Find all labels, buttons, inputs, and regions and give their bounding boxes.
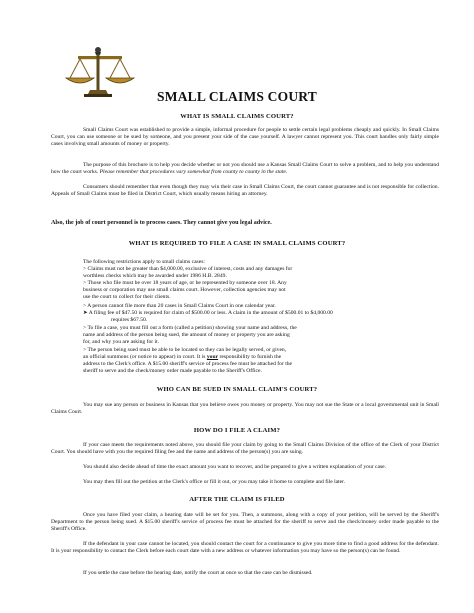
paragraph-amount: You should also decide ahead of time the exact amount you want to recover, and be prepared to give a written explanation of your case.	[83, 464, 387, 470]
req-line: use the court to collect for their clients.	[83, 294, 171, 300]
paragraph-who-can-be-sued: You may sue any person or business in Kansas that you believe owes you money or property. You may not sue the State or a local governmental unit in Small Claims Court.	[51, 402, 439, 416]
req-line: worthless checks which may be awarded under 1986 H.B. 2849.	[83, 273, 227, 279]
paragraph-hearing: Once you have filed your claim, a hearing date will be set for you. Then, a summons, along with a copy of your petition, will be served by the Sheriff's Department to the person being sued. A $15.00 sheriff's service of process fee must be attached for the sheriff to serve and the check/money order made payable to the Sheriff's Office.	[51, 512, 439, 533]
section-heading-after-filed: AFTER THE CLAIM IS FILED	[189, 496, 285, 503]
req-line: business or corporation may use small claims court. However, collection agencies may not	[83, 287, 286, 293]
req-line-filing-fee: ➤ A filing fee of $47.50 is required for claim of $500.00 or less. A claim in the amount of $500.01 to $4,000.00	[83, 310, 333, 316]
emphasis-your: your	[206, 354, 219, 360]
section-heading-how-to-file: HOW DO I FILE A CLAIM?	[193, 427, 281, 434]
req-line-responsibility: an official summons (or notice to appear) in court. It is your responsibility to furnish the	[83, 354, 282, 360]
paragraph-defendant: If the defendant in your case cannot be located, you should contact the court for a continuance to give you more time to find a good address for the defendant. It is your responsibility to contact the Clerk before each court date with a new address or whatever information you may have so the person(s) can be found.	[51, 541, 439, 555]
paragraph-file-claim: If your case meets the requirements noted above, you should file your claim by going to the Small Claims Division of the office of the Clerk of your District Court. You should have with you the required filing fee and the name and address of the person(s) you are suing.	[51, 442, 439, 456]
paragraph-purpose: The purpose of this brochure is to help you decide whether or not you should use a Kansas Small Claims Court to solve a problem, and to help you understand how the court works. Please remember that procedures vary somewhat from county to county in the state.	[51, 162, 439, 176]
paragraph-collection: Consumers should remember that even though they may win their case in Small Claims Court, the court cannot guarantee and is not responsible for collection. Appeals of Small Claims must be filed in District Court, which usually means hiring an attorney.	[51, 184, 439, 198]
paragraph-petition: You may then fill out the petition at the Clerk's office or fill it out, or you may take it home to complete and file later.	[83, 479, 346, 485]
section-heading-requirements: WHAT IS REQUIRED TO FILE A CASE IN SMALL CLAIMS COURT?	[128, 240, 346, 247]
legal-advice-notice: Also, the job of court personnel is to process cases. They cannot give you legal advice.	[51, 220, 272, 226]
req-line: address to the Clerk's office. A $15.00 sheriff's service of process fee must be attached for the	[83, 361, 293, 367]
req-line: for, and why you are asking for it.	[83, 339, 160, 345]
req-line: sheriff to serve and the check/money order made payable to the Sheriff's Office.	[83, 368, 262, 374]
italic-note: Please remember that procedures vary somewhat from county to county in the state.	[99, 169, 288, 176]
section-heading-who-can-be-sued: WHO CAN BE SUED IN SMALL CLAIM'S COURT?	[156, 386, 318, 393]
req-line: > The person being sued must be able to be located so they can be legally served, or given,	[83, 347, 287, 353]
section-heading-what-is: WHAT IS SMALL CLAIMS COURT?	[180, 113, 294, 120]
req-line: > A person cannot file more than 20 cases in Small Claims Court in one calendar year.	[83, 303, 276, 309]
req-line: > Claims must not be greater than $4,000.00, exclusive of interest, costs and any damages for	[83, 266, 293, 272]
paragraph-settle: If you settle the case before the hearing date, notify the court at once so that the case can be dismissed.	[83, 570, 313, 576]
req-line: > To file a case, you must fill out a form (called a petition) showing your name and address, the	[83, 325, 297, 331]
paragraph-intro: Small Claims Court was established to provide a simple, informal procedure for people to settle certain legal problems cheaply and quickly. In Small Claims Court, you can use someone or be sued by someone, and you present your side of the case yourself. A lawyer cannot represent you. This court handles only fairly simple cases involving small amounts of money or property.	[51, 127, 439, 148]
req-line: requires $67.50.	[111, 317, 148, 323]
req-line: name and address of the person being sued, the amount of money or property you are asking	[83, 332, 290, 338]
req-line: > Those who file must be over 18 years of age, or be represented by someone over 18. Any	[83, 280, 287, 286]
page-title: SMALL CLAIMS COURT	[157, 89, 317, 104]
arrow-bullet-icon: ➤	[83, 310, 88, 316]
req-line: The following restrictions apply to small claims cases:	[83, 259, 205, 265]
